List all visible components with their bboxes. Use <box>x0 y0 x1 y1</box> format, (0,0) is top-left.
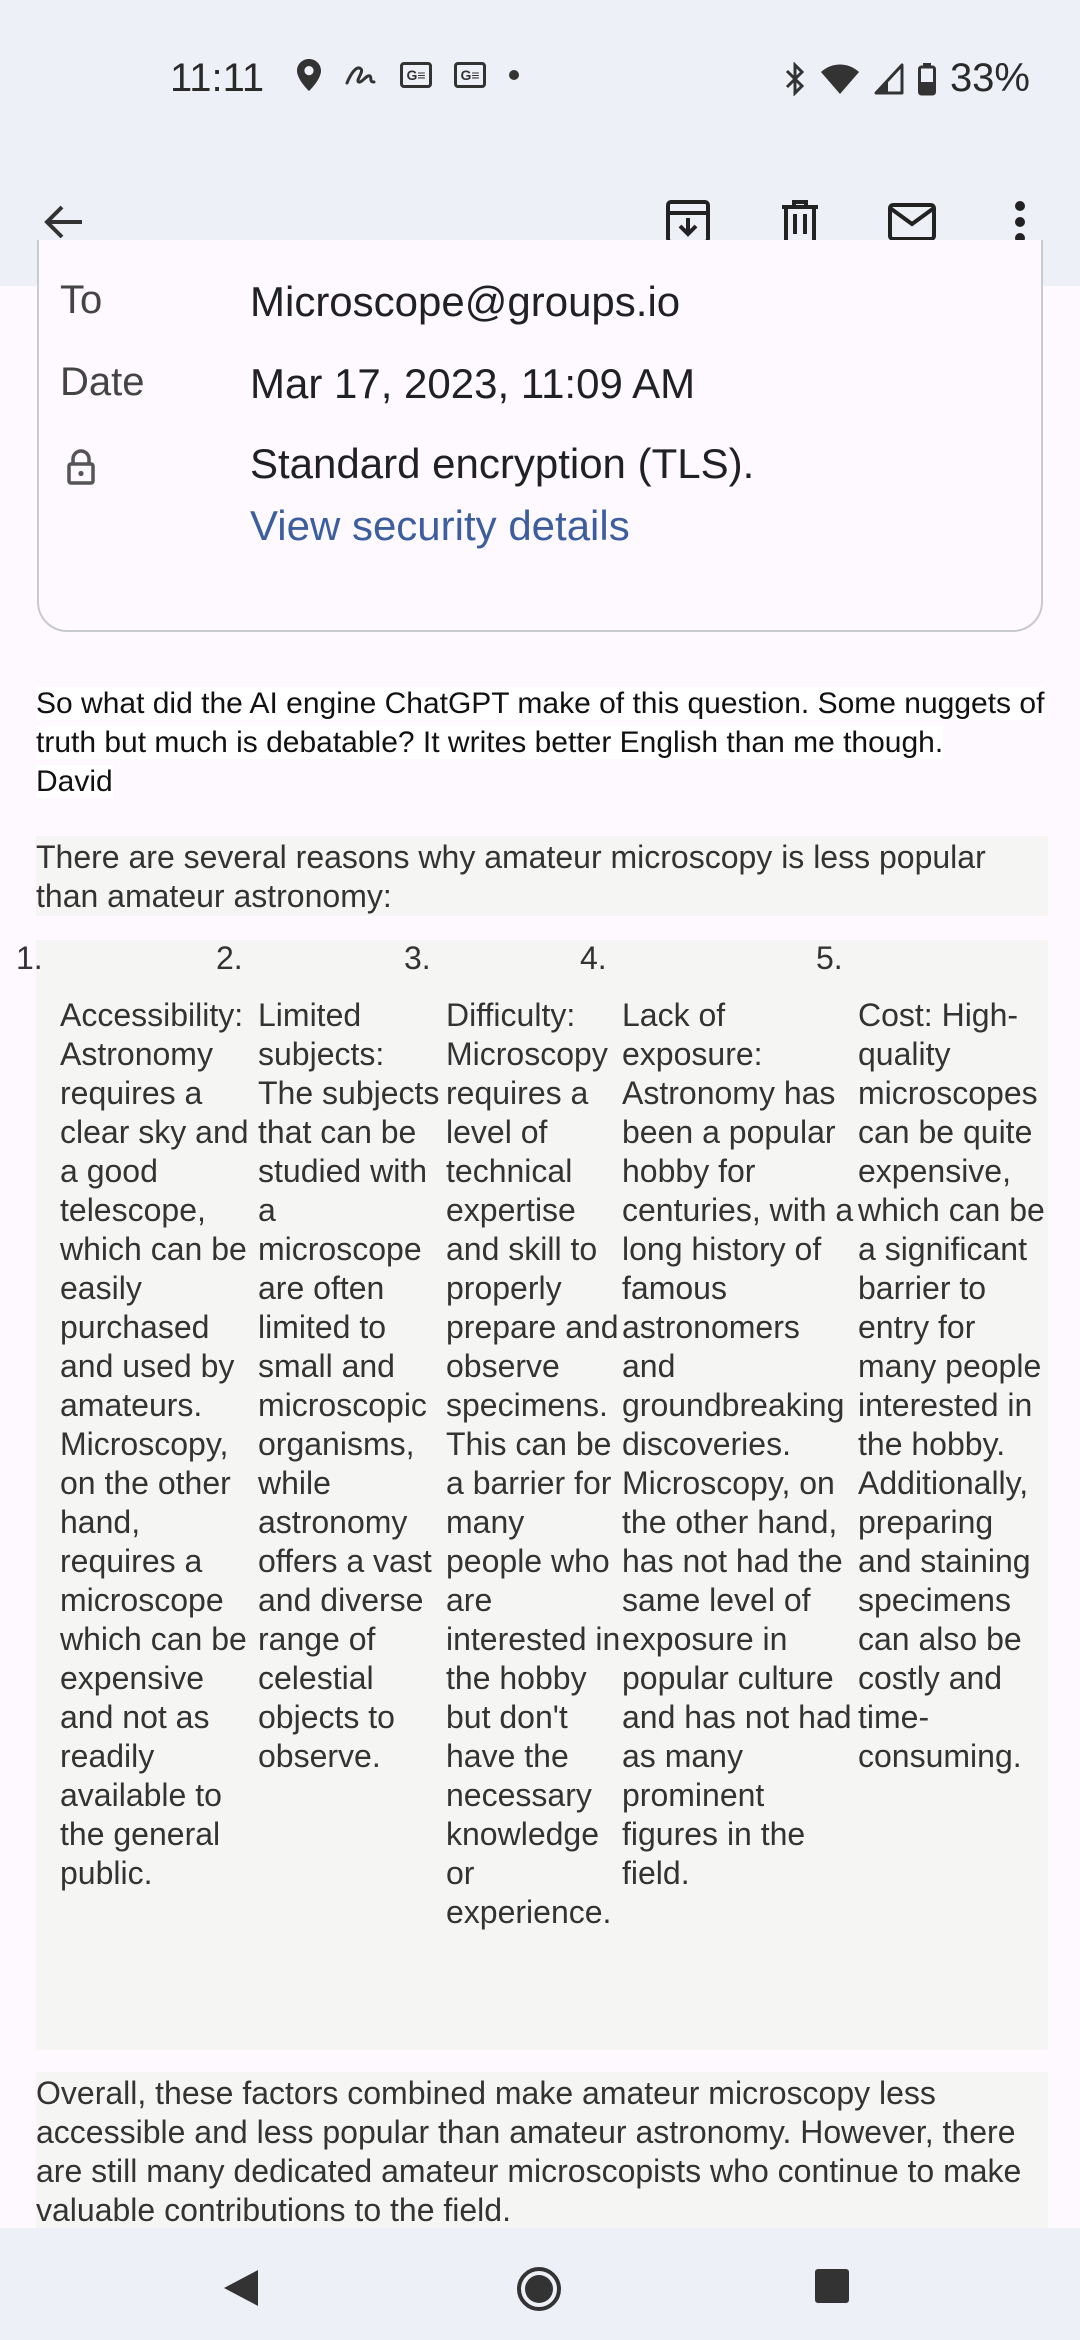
intro-text: So what did the AI engine ChatGPT make of this question. Some nuggets of truth but much is debatable? It writes better English than me though. <box>36 687 1045 759</box>
reason-number: 2. <box>216 940 243 976</box>
news-icon: G≡ <box>400 62 432 88</box>
reason-number: 3. <box>404 940 431 976</box>
reason-limited-subjects: Limited subjects: The subjects that can be studied with a microscope are often limited to small and microscopic organisms, while astronomy offers a vast and diverse range of celestial objects to observe. <box>258 997 440 1774</box>
lock-icon <box>66 448 96 486</box>
intro-paragraph <box>36 684 1048 801</box>
reasons-intro: There are several reasons why amateur microscopy is less popular than amateur astronomy: <box>36 839 986 914</box>
signature: David <box>36 765 113 798</box>
reason-number: 5. <box>816 940 843 976</box>
reason-number: 1. <box>16 940 43 976</box>
more-vert-icon <box>1014 200 1026 244</box>
mail-icon <box>887 202 937 242</box>
date-label: Date <box>60 360 145 404</box>
location-icon <box>296 58 322 92</box>
status-time: 11:11 <box>170 56 265 100</box>
reason-cost: Cost: High-quality microscopes can be quite expensive, which can be a significant barrier to entry for many people interested in the hobby. Additionally, preparing and staining specimens can also be costly and time-consuming. <box>858 997 1045 1774</box>
trash-icon <box>780 199 820 245</box>
battery-percentage: 33% <box>949 56 1030 100</box>
date-value: Mar 17, 2023, 11:09 AM <box>250 360 696 407</box>
reason-accessibility: Accessibility: Astronomy requires a clear sky and a good telescope, which can be easily purchased and used by amateurs. Microscopy, on the other hand, requires a microscope which can be expensive and not as readily available to the general public. <box>60 997 249 1891</box>
bluetooth-icon <box>784 62 806 96</box>
encryption-text: Standard encryption (TLS). <box>250 440 755 487</box>
signature-icon <box>344 61 378 89</box>
status-system-icons <box>784 56 1030 101</box>
reason-number: 4. <box>580 940 607 976</box>
battery-icon <box>918 62 936 96</box>
reason-lack-of-exposure: Lack of exposure: Astronomy has been a popular hobby for centuries, with a long history of famous astronomers and groundbreaking discoveries. Microscopy, on the other hand, has not had the same level of exposure in popular culture and has not had as many prominent figures in the field. <box>622 997 854 1891</box>
view-security-details-link[interactable]: View security details <box>250 502 630 549</box>
back-arrow-icon <box>44 204 84 240</box>
news-icon: G≡ <box>454 62 486 88</box>
nav-back-icon[interactable] <box>222 2268 260 2308</box>
cellular-signal-icon <box>874 63 904 95</box>
status-bar <box>0 0 1080 160</box>
to-label: To <box>60 278 103 322</box>
status-notification-icons <box>296 58 520 92</box>
archive-icon <box>665 199 711 245</box>
overall-paragraph: Overall, these factors combined make amateur microscopy less accessible and less popular than amateur astronomy. However, there are still many dedicated amateur microscopists who continue to make valuable contributions to the field. <box>36 2075 1022 2228</box>
wifi-icon <box>820 63 860 95</box>
more-notifications-dot-icon <box>508 69 520 81</box>
system-nav-bar <box>0 2228 1080 2340</box>
reason-difficulty: Difficulty: Microscopy requires a level of technical expertise and skill to properly prepare and observe specimens. This can be a barrier for many people who are interested in the hobby but don't have the necessary knowledge or experience. <box>446 997 621 1930</box>
nav-recents-icon[interactable] <box>814 2268 850 2304</box>
nav-home-icon[interactable] <box>516 2266 562 2312</box>
to-address[interactable]: Microscope@groups.io <box>250 278 681 325</box>
